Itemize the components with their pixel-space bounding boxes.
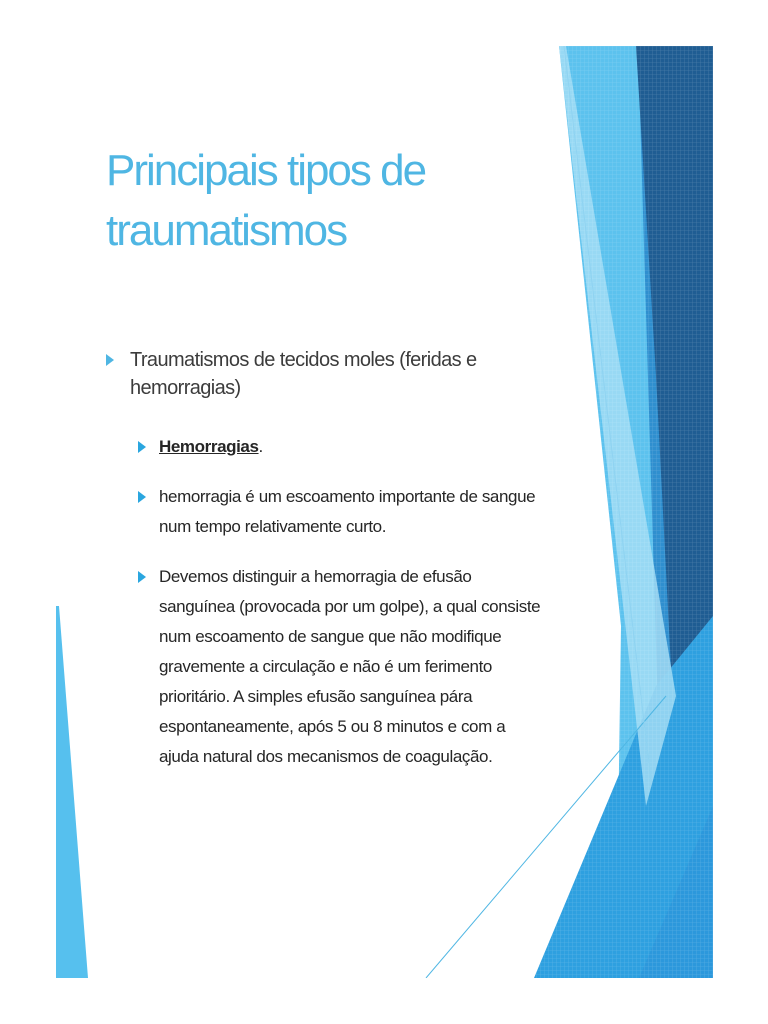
slide-title xyxy=(106,141,526,261)
title-line-1: Principais tipos de xyxy=(106,146,426,195)
slide xyxy=(56,46,713,978)
triangle-right-icon xyxy=(138,441,146,453)
triangle-right-icon xyxy=(106,354,114,366)
title-line-2: traumatismos xyxy=(106,206,347,255)
left-sliver-shape xyxy=(56,606,88,978)
term-punctuation: . xyxy=(258,437,263,456)
list-item xyxy=(159,562,546,772)
bullet-text: hemorragia é um escoamento importante de sangue num tempo relativamente curto. xyxy=(159,487,536,536)
list-item xyxy=(159,482,546,542)
bullet-text: Devemos distinguir a hemorragia de efusão sanguínea (provocada por um golpe), a qual consiste num escoamento de sangue que não modifique gravemente a circulação e não é um ferimento prioritário. A simples efusão sanguínea pára espontaneamente, após 5 ou 8 minutos e com a ajuda natural dos mecanismos de coagulação. xyxy=(159,567,541,766)
list-item xyxy=(106,346,546,402)
triangle-right-icon xyxy=(138,571,146,583)
hemorragias-term: Hemorragias xyxy=(159,437,259,456)
triangle-right-icon xyxy=(138,491,146,503)
bullet-list xyxy=(106,346,546,792)
list-item xyxy=(159,432,546,462)
bullet-text: Traumatismos de tecidos moles (feridas e hemorragias) xyxy=(130,349,477,399)
